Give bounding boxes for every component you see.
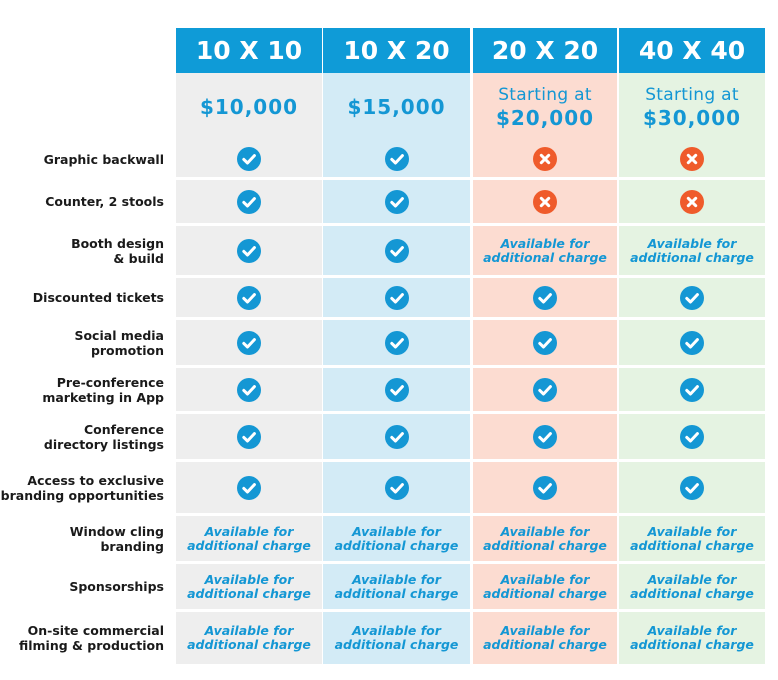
- table-cell: [619, 564, 765, 609]
- check-icon: [680, 331, 704, 355]
- available-for-charge-text: Available for additional charge: [483, 623, 607, 652]
- check-icon: [533, 286, 557, 310]
- table-cell: [323, 414, 470, 459]
- available-for-charge-text: Available for additional charge: [187, 623, 311, 652]
- cross-icon: [533, 190, 557, 214]
- row-label-text: Social media promotion: [74, 327, 164, 358]
- check-icon: [385, 147, 409, 171]
- table-cell: [323, 141, 470, 177]
- check-icon: [533, 331, 557, 355]
- row-label-text: Graphic backwall: [43, 151, 164, 167]
- row-label-text: Discounted tickets: [32, 290, 164, 305]
- row-label-text: Conference directory listings: [43, 421, 164, 452]
- price-amount: $30,000: [642, 105, 742, 130]
- table-cell: [176, 141, 322, 177]
- cross-icon: [680, 147, 704, 171]
- table-cell: [619, 278, 765, 317]
- table-cell: [176, 368, 322, 411]
- price-amount: $15,000: [347, 95, 446, 119]
- table-cell: [323, 226, 470, 275]
- table-cell: [473, 414, 617, 459]
- table-cell: [323, 278, 470, 317]
- check-icon: [237, 425, 261, 449]
- table-cell: [619, 612, 765, 664]
- table-cell: [619, 141, 765, 177]
- table-cell: [473, 278, 617, 317]
- table-cell: [323, 368, 470, 411]
- check-icon: [237, 147, 261, 171]
- table-cell: [473, 612, 617, 664]
- column-header: 40 X 40: [619, 28, 765, 73]
- check-icon: [237, 331, 261, 355]
- table-cell: [176, 612, 322, 664]
- row-label: [0, 180, 164, 223]
- check-icon: [533, 425, 557, 449]
- cross-icon: [533, 147, 557, 171]
- available-for-charge-text: Available for additional charge: [483, 523, 607, 553]
- table-cell: [176, 462, 322, 513]
- check-icon: [385, 476, 409, 500]
- table-cell: [323, 612, 470, 664]
- available-for-charge-text: Available for additional charge: [630, 235, 754, 265]
- available-for-charge-text: Available for additional charge: [630, 623, 754, 652]
- table-cell: [176, 564, 322, 609]
- row-label-text: Counter, 2 stools: [45, 194, 164, 209]
- row-label-text: Sponsorships: [69, 579, 164, 594]
- row-label: [0, 612, 164, 664]
- check-icon: [237, 378, 261, 402]
- check-icon: [237, 476, 261, 500]
- column-price: [323, 73, 470, 141]
- table-cell: [619, 320, 765, 365]
- row-label: [0, 368, 164, 411]
- check-icon: [237, 286, 261, 310]
- check-icon: [533, 476, 557, 500]
- table-cell: [473, 516, 617, 561]
- available-for-charge-text: Available for additional charge: [630, 571, 754, 601]
- column-header: 10 X 10: [176, 28, 322, 73]
- available-for-charge-text: Available for additional charge: [630, 523, 754, 553]
- table-cell: [176, 320, 322, 365]
- check-icon: [533, 378, 557, 402]
- check-icon: [237, 190, 261, 214]
- price-amount: $10,000: [199, 95, 299, 119]
- available-for-charge-text: Available for additional charge: [483, 571, 607, 601]
- column-header: 10 X 20: [323, 28, 470, 73]
- table-cell: [176, 278, 322, 317]
- table-cell: [619, 516, 765, 561]
- table-cell: [619, 462, 765, 513]
- table-cell: [323, 462, 470, 513]
- check-icon: [680, 286, 704, 310]
- table-cell: [176, 226, 322, 275]
- check-icon: [385, 331, 409, 355]
- row-label: [0, 516, 164, 561]
- table-cell: [473, 141, 617, 177]
- row-label-text: Booth design & build: [71, 235, 164, 266]
- table-cell: [323, 516, 470, 561]
- row-label: [0, 141, 164, 177]
- cross-icon: [680, 190, 704, 214]
- row-label-text: Pre-conference marketing in App: [42, 374, 164, 405]
- column-price: [473, 73, 617, 141]
- table-cell: [323, 564, 470, 609]
- column-price: [619, 73, 765, 141]
- row-label: [0, 320, 164, 365]
- available-for-charge-text: Available for additional charge: [483, 235, 607, 265]
- available-for-charge-text: Available for additional charge: [187, 571, 311, 601]
- row-label: [0, 226, 164, 275]
- table-cell: [473, 180, 617, 223]
- check-icon: [237, 239, 261, 263]
- row-label: [0, 278, 164, 317]
- check-icon: [385, 239, 409, 263]
- check-icon: [385, 286, 409, 310]
- available-for-charge-text: Available for additional charge: [334, 623, 459, 652]
- check-icon: [680, 425, 704, 449]
- check-icon: [385, 425, 409, 449]
- table-cell: [323, 320, 470, 365]
- available-for-charge-text: Available for additional charge: [187, 523, 311, 553]
- table-cell: [619, 414, 765, 459]
- available-for-charge-text: Available for additional charge: [334, 523, 459, 553]
- price-amount: $20,000: [495, 105, 595, 130]
- check-icon: [385, 378, 409, 402]
- table-cell: [473, 226, 617, 275]
- row-label-text: Access to exclusive branding opportunities: [0, 472, 164, 503]
- table-cell: [473, 320, 617, 365]
- table-cell: [473, 564, 617, 609]
- row-label: [0, 414, 164, 459]
- price-prefix: Starting at: [645, 84, 739, 105]
- price-prefix: Starting at: [498, 84, 592, 105]
- table-cell: [473, 368, 617, 411]
- table-cell: [619, 180, 765, 223]
- table-cell: [473, 462, 617, 513]
- check-icon: [680, 378, 704, 402]
- table-cell: [176, 180, 322, 223]
- table-cell: [176, 414, 322, 459]
- check-icon: [680, 476, 704, 500]
- available-for-charge-text: Available for additional charge: [334, 571, 459, 601]
- column-price: [176, 73, 322, 141]
- table-cell: [619, 226, 765, 275]
- column-header: 20 X 20: [473, 28, 617, 73]
- row-label-text: Window cling branding: [69, 523, 164, 554]
- check-icon: [385, 190, 409, 214]
- table-cell: [176, 516, 322, 561]
- row-label: [0, 564, 164, 609]
- table-cell: [323, 180, 470, 223]
- table-cell: [619, 368, 765, 411]
- row-label-text: On-site commercial filming & production: [18, 623, 164, 653]
- row-label: [0, 462, 164, 513]
